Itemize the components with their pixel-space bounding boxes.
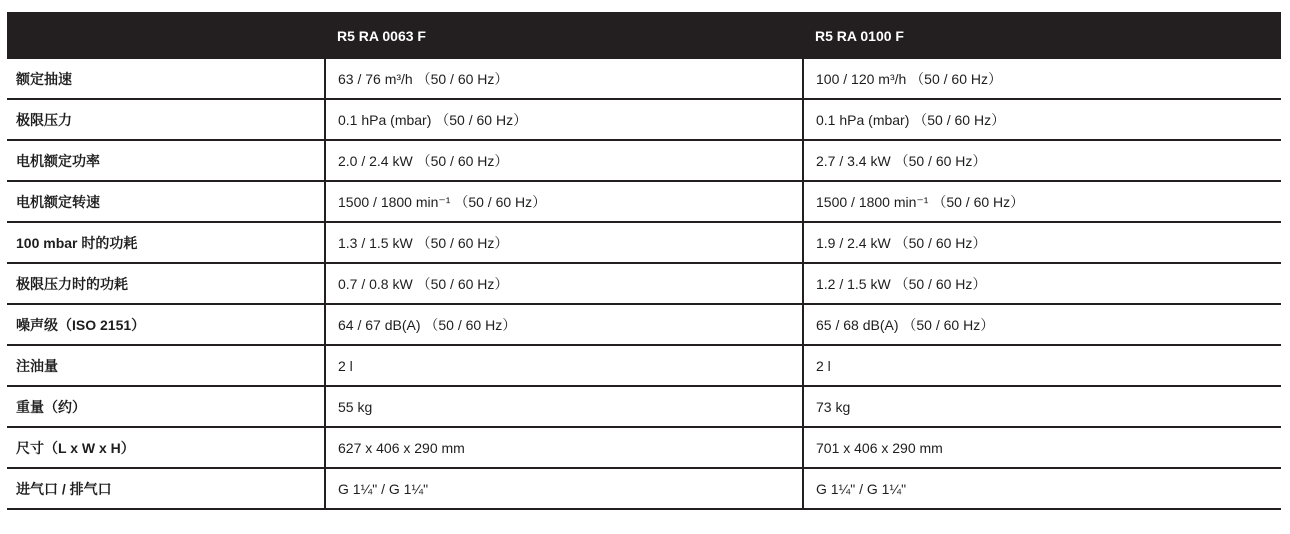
header-model-2: R5 RA 0100 F (803, 12, 1281, 59)
row-value-model-2: 1.9 / 2.4 kW （50 / 60 Hz） (803, 222, 1281, 263)
row-value-model-2: 1.2 / 1.5 kW （50 / 60 Hz） (803, 263, 1281, 304)
row-value-model-1: 2.0 / 2.4 kW （50 / 60 Hz） (325, 140, 803, 181)
row-label: 电机额定转速 (7, 181, 325, 222)
row-value-model-1: 0.1 hPa (mbar) （50 / 60 Hz） (325, 99, 803, 140)
spec-table (7, 12, 1281, 510)
table-row (7, 263, 1281, 304)
table-row (7, 222, 1281, 263)
row-value-model-2: 701 x 406 x 290 mm (803, 427, 1281, 468)
row-label: 进气口 / 排气口 (7, 468, 325, 509)
table-row (7, 468, 1281, 509)
row-value-model-1: 0.7 / 0.8 kW （50 / 60 Hz） (325, 263, 803, 304)
table-row (7, 140, 1281, 181)
header-label-cell (7, 12, 325, 59)
row-label: 尺寸（L x W x H） (7, 427, 325, 468)
row-label: 极限压力 (7, 99, 325, 140)
row-value-model-2: G 1¼" / G 1¼" (803, 468, 1281, 509)
row-value-model-2: 2 l (803, 345, 1281, 386)
table-row (7, 99, 1281, 140)
row-label: 额定抽速 (7, 59, 325, 99)
row-value-model-2: 2.7 / 3.4 kW （50 / 60 Hz） (803, 140, 1281, 181)
row-value-model-1: 1.3 / 1.5 kW （50 / 60 Hz） (325, 222, 803, 263)
table-header (7, 12, 1281, 59)
row-label: 注油量 (7, 345, 325, 386)
table-row (7, 427, 1281, 468)
row-label: 电机额定功率 (7, 140, 325, 181)
row-value-model-1: 64 / 67 dB(A) （50 / 60 Hz） (325, 304, 803, 345)
row-value-model-2: 73 kg (803, 386, 1281, 427)
table-row (7, 386, 1281, 427)
table-row (7, 181, 1281, 222)
row-value-model-2: 100 / 120 m³/h （50 / 60 Hz） (803, 59, 1281, 99)
header-row (7, 12, 1281, 59)
row-value-model-1: G 1¼" / G 1¼" (325, 468, 803, 509)
table-body (7, 59, 1281, 509)
table-row (7, 345, 1281, 386)
row-value-model-2: 1500 / 1800 min⁻¹ （50 / 60 Hz） (803, 181, 1281, 222)
table-row (7, 304, 1281, 345)
row-label: 极限压力时的功耗 (7, 263, 325, 304)
row-label: 噪声级（ISO 2151） (7, 304, 325, 345)
row-value-model-1: 55 kg (325, 386, 803, 427)
row-value-model-1: 1500 / 1800 min⁻¹ （50 / 60 Hz） (325, 181, 803, 222)
row-value-model-2: 0.1 hPa (mbar) （50 / 60 Hz） (803, 99, 1281, 140)
row-label: 重量（约） (7, 386, 325, 427)
header-model-1: R5 RA 0063 F (325, 12, 803, 59)
row-value-model-1: 63 / 76 m³/h （50 / 60 Hz） (325, 59, 803, 99)
table-row (7, 59, 1281, 99)
row-label: 100 mbar 时的功耗 (7, 222, 325, 263)
row-value-model-2: 65 / 68 dB(A) （50 / 60 Hz） (803, 304, 1281, 345)
row-value-model-1: 2 l (325, 345, 803, 386)
row-value-model-1: 627 x 406 x 290 mm (325, 427, 803, 468)
